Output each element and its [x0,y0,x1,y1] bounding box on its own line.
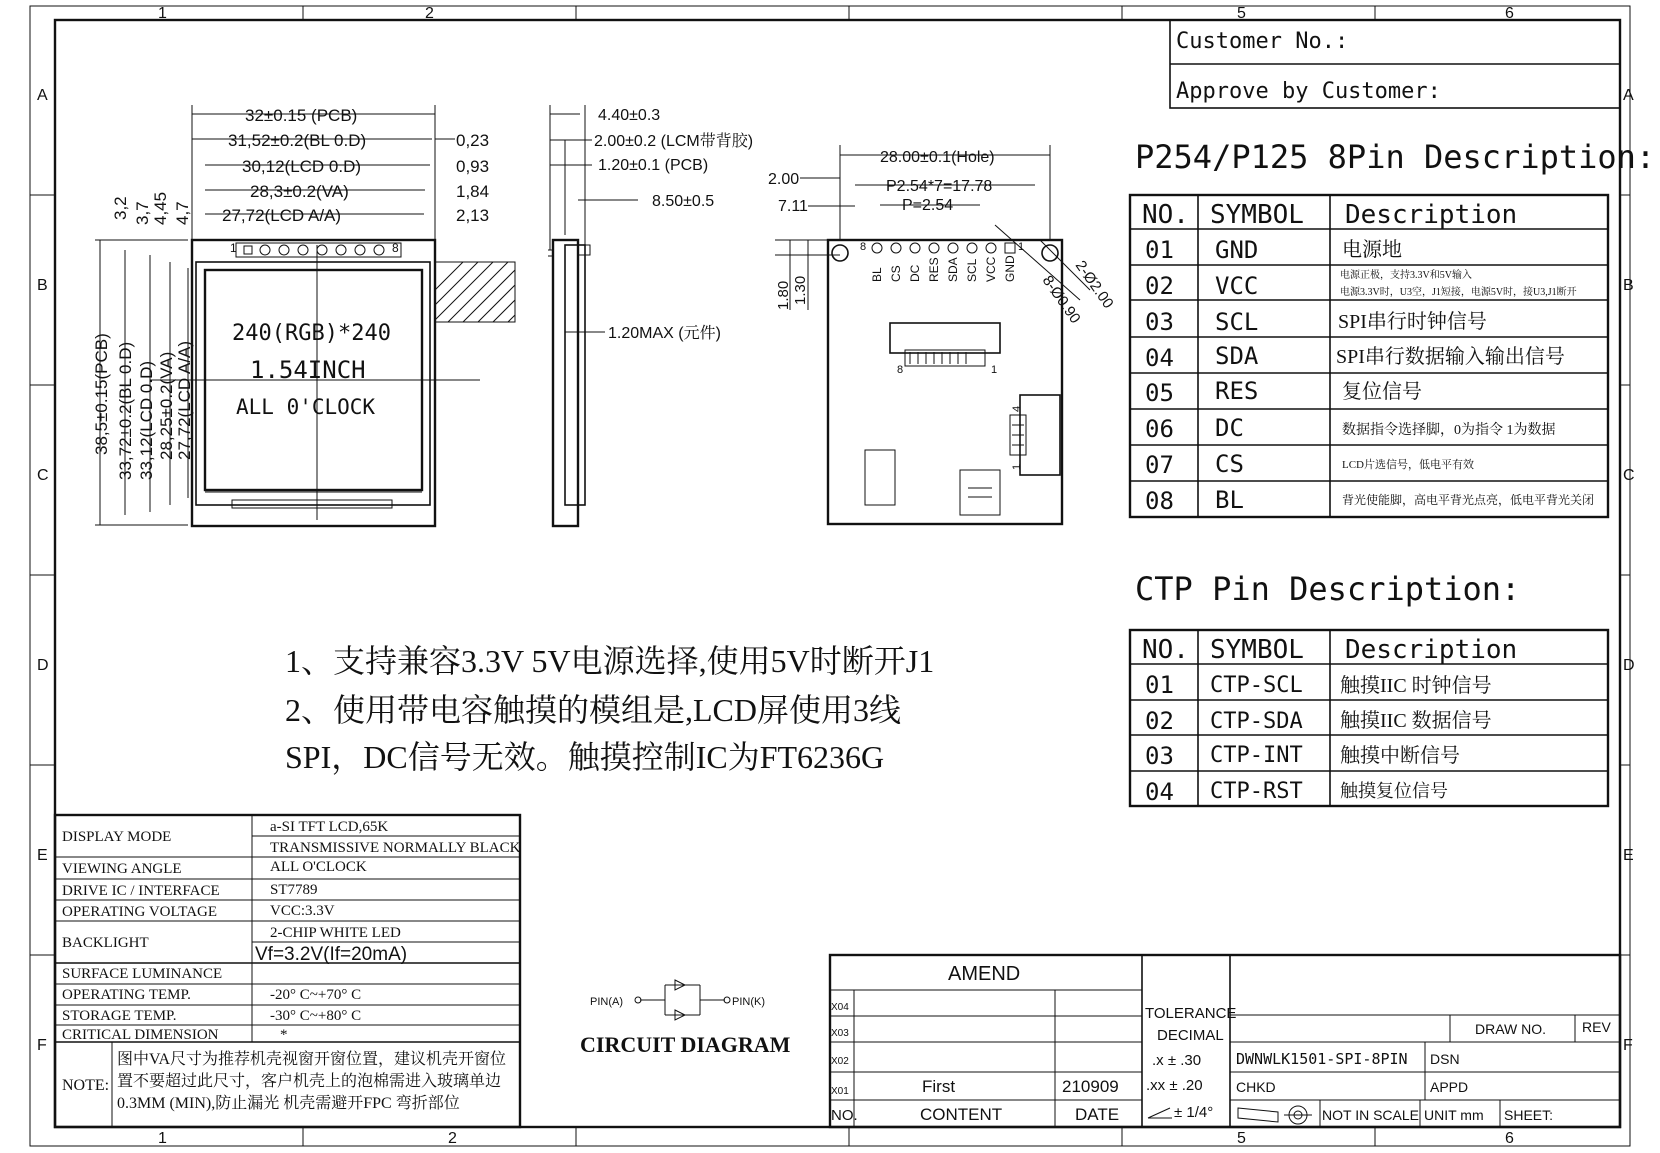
dim-lcm-thickness: 2.00±0.2 (LCM带背胶) [594,133,754,150]
spec-label-critical-dimension: CRITICAL DIMENSION [62,1027,219,1043]
pin-label-dc: DC [908,264,922,282]
dim-pin-span: P2.54*7=17.78 [886,178,993,195]
pin-row-2-no: 02 [1145,272,1174,300]
note-text-1: 图中VA尺寸为推荐机壳视窗开窗位置，建议机壳开窗位 [117,1051,507,1068]
spec-label-operating-voltage: OPERATING VOLTAGE [62,904,218,920]
row-label-c-right: C [1623,467,1635,484]
pin-row-2-symbol: VCC [1215,272,1259,300]
ctp-row-2-no: 02 [1145,707,1174,735]
spec-value-backlight: 2-CHIP WHITE LED [270,925,401,941]
row-label-d-right: D [1623,657,1635,674]
dsn-label: DSN [1430,1051,1460,1067]
angle-icon [1148,1108,1172,1118]
pin-row-4-desc: SPI串行数据输入输出信号 [1336,346,1565,368]
customer-box [1170,20,1620,108]
no-label: NO. [831,1107,858,1124]
col-label-5: 5 [1237,5,1246,22]
pin-row-4-symbol: SDA [1215,342,1259,370]
col-label-2-bottom: 2 [448,1130,457,1147]
pin-label-cs: CS [889,265,903,282]
resolution-label: 240(RGB)*240 [232,321,391,346]
pin-row-1-no: 01 [1145,236,1174,264]
spec-label-viewing-angle: VIEWING ANGLE [62,861,182,877]
dim-thickness: 4.40±0.3 [598,107,661,124]
dim-lcd-width: 30,12(LCD 0.D) [242,157,362,176]
ctp-row-4-no: 04 [1145,778,1174,806]
chkd-label: CHKD [1236,1079,1276,1095]
spec-table [55,815,521,1127]
note-text-2: 置不要超过此尺寸，客户机壳上的泡棉需进入玻璃单边 [117,1073,502,1090]
dim-top-2: 3,7 [133,201,152,225]
back-pin-1: 1 [1018,241,1025,253]
row-label-e: E [37,847,48,864]
spec-value-operating-temp: -20° C~+70° C [270,987,362,1003]
pin-a-label: PIN(A) [590,996,623,1008]
pin-description-table [1130,138,1655,517]
pin-row-6-no: 06 [1145,415,1174,443]
dim-pcb-thickness: 1.20±0.1 (PCB) [598,157,709,174]
pin-label-gnd: GND [1003,255,1017,282]
content-label: CONTENT [920,1105,1003,1124]
pin-row-5-symbol: RES [1215,377,1259,405]
spec-value-display-mode: a-SI TFT LCD,65K [270,819,389,835]
pin-label-bl: BL [870,267,884,282]
note-line-2: 2、使用带电容触摸的模组是,LCD屏使用3线 [285,692,902,728]
dim-top-4: 4,7 [173,201,192,225]
pin-row-4-no: 04 [1145,344,1174,372]
ctp-row-3-no: 03 [1145,742,1174,770]
part-number: DWNWLK1501-SPI-8PIN [1236,1050,1408,1068]
rev-mark-4: X04 [831,1002,849,1013]
row-label-b: B [37,277,48,294]
rev-mark-3: X03 [831,1028,849,1039]
pin-row-6-symbol: DC [1215,414,1244,442]
col-label-1-bottom: 1 [158,1130,167,1147]
pin-row-8-symbol: BL [1215,486,1244,514]
pin-row-7-no: 07 [1145,451,1174,479]
spec-value-viewing-angle: ALL O'CLOCK [270,859,367,875]
tolerance-1: .x ± .30 [1152,1052,1202,1069]
front-view [92,105,515,526]
pin-row-8-no: 08 [1145,487,1174,515]
dim-bl-width: 31,52±0.2(BL 0.D) [228,131,367,150]
dim-pcb-height: 38,5±0.15(PCB) [92,333,111,455]
sheet-label: SHEET: [1504,1107,1554,1123]
ctp-row-1-symbol: CTP-SCL [1210,673,1303,698]
projection-icon [1238,1106,1312,1124]
ctp-header-description: Description [1345,635,1518,665]
ctp-pin-1: 1 [1011,463,1023,470]
fpc-hatch [435,262,515,322]
first-label: First [922,1077,956,1096]
ctp-row-3-symbol: CTP-INT [1210,743,1303,768]
dim-bl-height: 33,72±0.2(BL 0.D) [116,341,135,480]
ctp-row-1-desc: 触摸IIC 时钟信号 [1340,675,1492,697]
pin-row-1-desc: 电源地 [1342,239,1402,261]
ctp-row-4-desc: 触摸复位信号 [1340,781,1448,801]
dim-pcb-width: 32±0.15 (PCB) [245,106,358,125]
col-label-6: 6 [1505,5,1514,22]
spec-value-display-mode-2: TRANSMISSIVE NORMALLY BLACK [270,840,521,856]
spec-label-drive-ic: DRIVE IC / INTERFACE [62,883,220,899]
tolerance-3: ± 1/4° [1174,1104,1214,1121]
circuit-diagram [580,980,791,1057]
pin-header-symbol: SYMBOL [1210,200,1304,230]
ctp-row-4-symbol: CTP-RST [1210,779,1303,804]
pin-label-vcc: VCC [984,256,998,282]
back-pin-8: 8 [860,241,867,253]
pin-row-1-symbol: GND [1215,236,1259,264]
note-text-3: 0.3MM (MIN),防止漏光 机壳需避开FPC 弯折部位 [117,1095,460,1112]
row-label-d: D [37,657,49,674]
circuit-title: CIRCUIT DIAGRAM [580,1032,791,1057]
tolerance-label: TOLERANCE [1145,1005,1237,1022]
row-label-f: F [37,1037,47,1054]
rev-mark-1: X01 [831,1086,849,1097]
dim-va-width: 28,3±0.2(VA) [250,182,349,201]
pin-row-5-no: 05 [1145,379,1174,407]
pin-row-2-desc: 电源正极，支持3.3V和5V输入 [1340,270,1472,281]
title-block [830,955,1620,1127]
pin-row-3-desc: SPI串行时钟信号 [1338,311,1487,333]
note-line-1: 1、支持兼容3.3V 5V电源选择,使用5V时断开J1 [285,643,935,679]
tolerance-2: .xx ± .20 [1146,1077,1203,1094]
dim-right-3: 1,84 [456,182,490,201]
ctp-row-2-symbol: CTP-SDA [1210,709,1303,734]
spec-label-storage-temp: STORAGE TEMP. [62,1008,177,1024]
pin-row-7-desc: LCD片选信号，低电平有效 [1342,459,1474,471]
pin-row-7-symbol: CS [1215,450,1244,478]
dim-lcd-height: 33,12(LCD 0.D) [137,360,156,480]
spec-value-backlight-2: Vf=3.2V(If=20mA) [255,944,408,965]
dim-right-4: 2,13 [456,206,490,225]
dim-hole-offset: 2.00 [768,171,800,188]
spec-label-surface-luminance: SURFACE LUMINANCE [62,966,223,982]
dim-small-hole: 8-Ø0.90 [1038,272,1084,327]
spec-value-drive-ic: ST7789 [270,882,318,898]
dim-component-max: 1.20MAX (元件) [608,325,721,342]
front-pin-8: 8 [392,241,399,255]
note-label: NOTE: [62,1077,110,1094]
ctp-row-2-desc: 触摸IIC 数据信号 [1340,710,1492,732]
dim-va-height: 28,25±0.2(VA) [157,351,176,460]
draw-no-label: DRAW NO. [1475,1021,1547,1037]
pin-label-res: RES [927,257,941,282]
unit-label: UNIT mm [1424,1107,1484,1123]
pin-row-3-no: 03 [1145,308,1174,336]
dim-top-1: 3,2 [111,196,130,220]
dim-pin-offset: 7.11 [778,198,808,215]
pin-row-3-symbol: SCL [1215,308,1259,336]
date-value: 210909 [1062,1077,1119,1096]
spec-label-operating-temp: OPERATING TEMP. [62,987,191,1003]
pin-table-title: P254/P125 8Pin Description: [1135,138,1656,176]
row-label-e-right: E [1623,847,1634,864]
row-label-c: C [37,467,49,484]
ctp-header-symbol: SYMBOL [1210,635,1304,665]
spec-value-critical-dimension: * [280,1027,288,1043]
fpc-pin-8: 8 [897,364,904,376]
pin-row-8-desc: 背光使能脚，高电平背光点亮，低电平背光关闭 [1342,493,1595,507]
col-label-2: 2 [425,5,434,22]
spec-value-storage-temp: -30° C~+80° C [270,1008,362,1024]
row-label-b-right: B [1623,277,1634,294]
date-label: DATE [1075,1105,1120,1124]
customer-no-label: Customer No.: [1176,29,1349,54]
dim-right-1: 0,23 [456,131,490,150]
pin-label-sda: SDA [946,257,960,282]
fpc-pin-1: 1 [991,364,998,376]
row-label-f-right: F [1623,1037,1633,1054]
row-label-a-right: A [1623,87,1634,104]
pin-row-2-desc-2: 电源3.3V时，U3空，J1短接，电源5V时，接U3,J1断开 [1340,287,1577,298]
row-label-a: A [37,87,48,104]
side-view [548,105,753,526]
rev-mark-2: X02 [831,1056,849,1067]
viewing-angle-label: ALL 0'CLOCK [236,395,376,419]
back-view [768,145,1117,524]
ctp-table-title: CTP Pin Description: [1135,570,1521,608]
col-label-5-bottom: 5 [1237,1130,1246,1147]
pin-header-description: Description [1345,200,1518,230]
dim-pitch: P=2.54 [902,197,954,214]
dim-right-2: 0,93 [456,157,490,176]
spec-value-operating-voltage: VCC:3.3V [270,903,335,919]
appd-label: APPD [1430,1079,1469,1095]
size-label: 1.54INCH [250,356,366,384]
ctp-pin-4: 4 [1011,405,1023,412]
col-label-1: 1 [158,5,167,22]
dim-1-30: 1.30 [792,275,809,305]
ctp-header-no: NO. [1142,635,1189,665]
dim-top-3: 4,45 [151,191,170,225]
dim-hole-spacing: 28.00±0.1(Hole) [880,149,995,166]
front-pin-1: 1 [230,241,237,255]
decimal-label: DECIMAL [1157,1027,1224,1044]
not-in-scale-label: NOT IN SCALE [1322,1107,1419,1123]
notes [285,643,934,775]
col-label-6-bottom: 6 [1505,1130,1514,1147]
pin-label-scl: SCL [965,258,979,282]
dim-aa-width: 27,72(LCD A/A) [222,206,342,225]
pin-row-5-desc: 复位信号 [1342,381,1422,403]
pin-header-no: NO. [1142,200,1189,230]
amend-label: AMEND [948,963,1021,985]
ctp-row-3-desc: 触摸中断信号 [1340,745,1460,767]
approve-label: Approve by Customer: [1176,79,1441,104]
dim-big-hole: 2-Ø2.00 [1071,257,1117,312]
dim-pin-length: 8.50±0.5 [652,193,715,210]
spec-label-display-mode: DISPLAY MODE [62,829,172,845]
pin-row-6-desc: 数据指令选择脚，0为指令 1为数据 [1342,423,1556,438]
pin-k-label: PIN(K) [732,996,765,1008]
rev-label: REV [1582,1019,1611,1035]
spec-label-backlight: BACKLIGHT [62,935,149,951]
ctp-row-1-no: 01 [1145,671,1174,699]
dim-aa-height: 27,72(LCD A/A) [175,340,194,460]
dim-1-80: 1.80 [775,280,792,310]
ctp-description-table [1130,570,1608,806]
note-line-3: SPI，DC信号无效。触摸控制IC为FT6236G [285,739,885,775]
